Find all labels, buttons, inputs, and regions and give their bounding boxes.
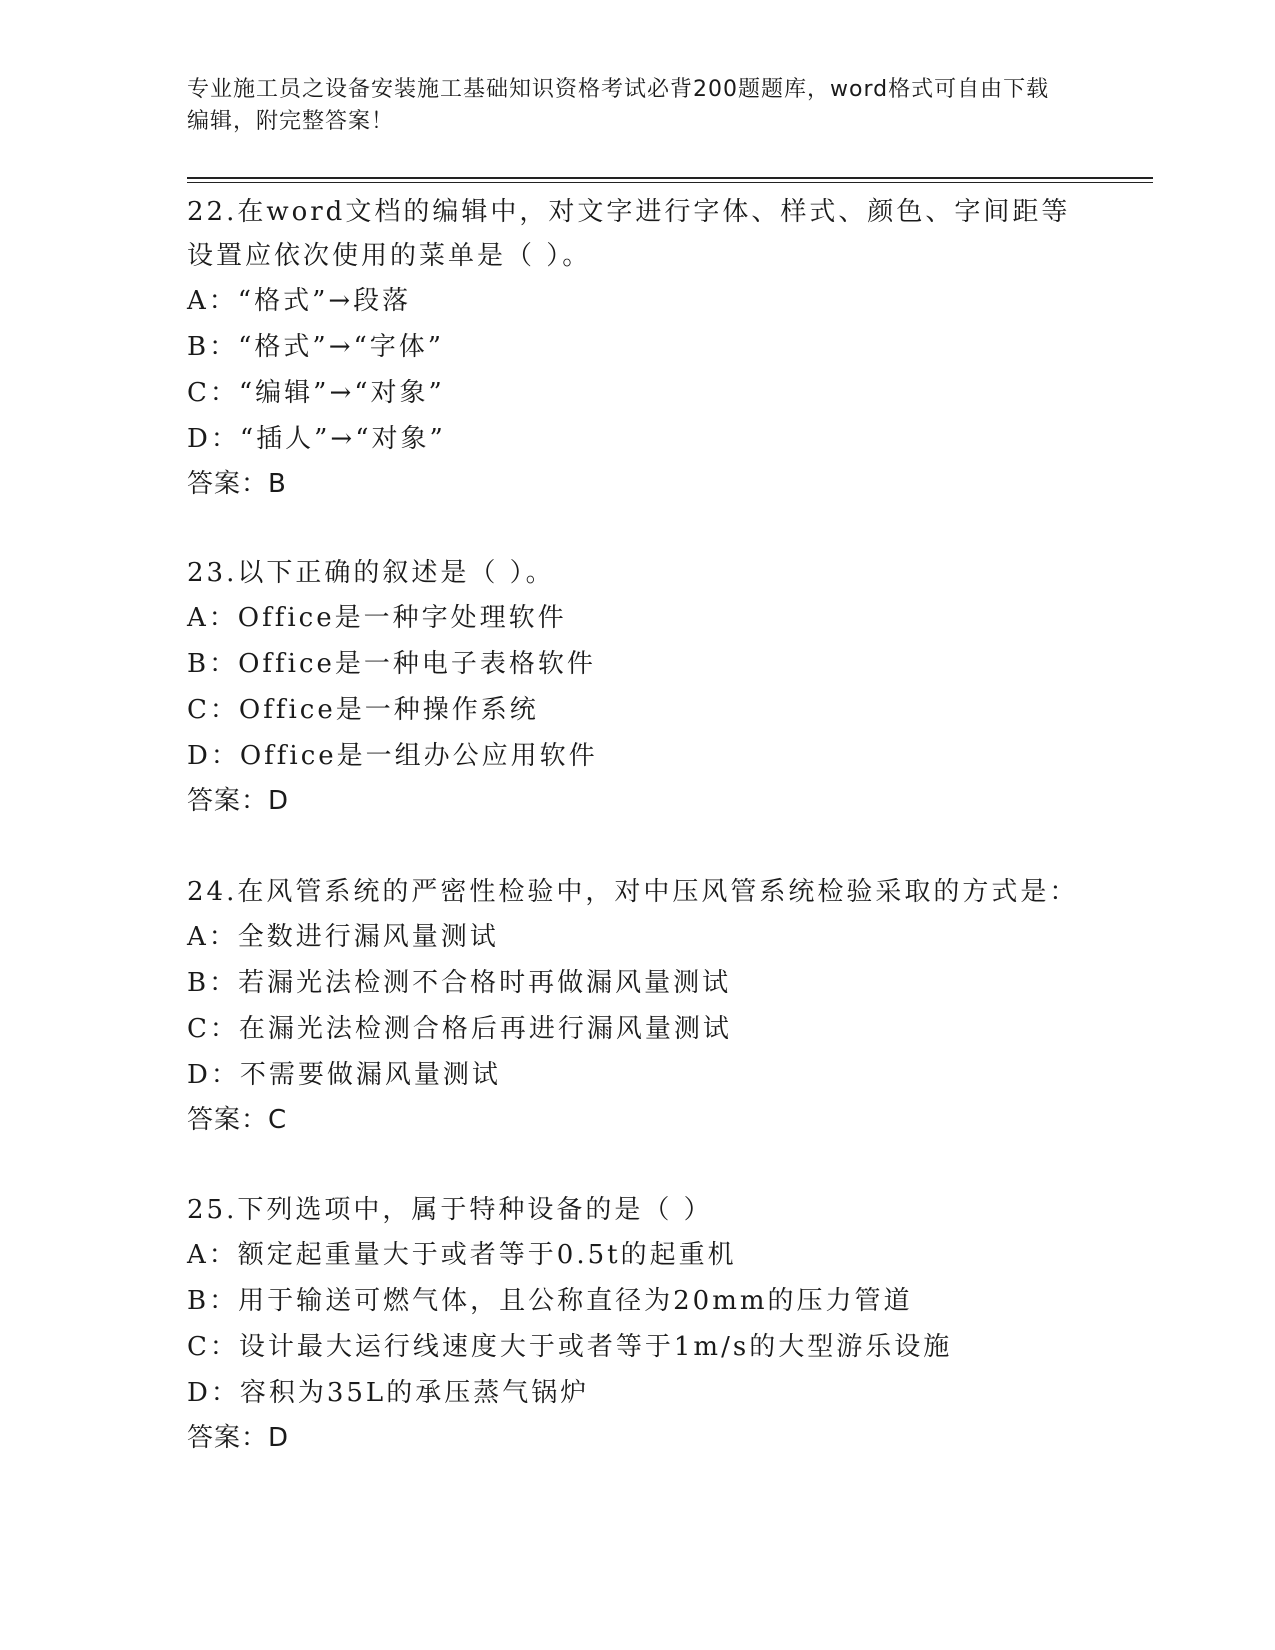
option-c: C：在漏光法检测合格后再进行漏风量测试: [187, 1014, 732, 1044]
answer: 答案：D: [187, 786, 290, 816]
question-23: [187, 551, 1087, 823]
question-stem: 22.在word文档的编辑中，对文字进行字体、样式、颜色、字间距等设置应依次使用的菜单是（ ）。: [187, 197, 1071, 271]
option-a: A：全数进行漏风量测试: [187, 922, 499, 952]
option-b: B：Office是一种电子表格软件: [187, 649, 596, 679]
document-header: 专业施工员之设备安装施工基础知识资格考试必背200题题库，word格式可自由下载编辑，附完整答案！: [187, 77, 1050, 134]
header-divider-thick: [187, 177, 1153, 179]
answer: 答案：D: [187, 1423, 290, 1453]
option-a: A：Office是一种字处理软件: [187, 603, 567, 633]
question-22: [187, 190, 1087, 506]
option-a: A：“格式”→段落: [187, 286, 412, 316]
option-b: B：用于输送可燃气体，且公称直径为20mm的压力管道: [187, 1286, 913, 1316]
question-stem: 23.以下正确的叙述是（ ）。: [187, 558, 555, 588]
question-stem: 25.下列选项中，属于特种设备的是（ ）: [187, 1195, 713, 1225]
option-d: D：Office是一组办公应用软件: [187, 741, 598, 771]
option-c: C：设计最大运行线速度大于或者等于1m/s的大型游乐设施: [187, 1332, 953, 1362]
option-d: D：不需要做漏风量测试: [187, 1060, 501, 1090]
option-b: B：“格式”→“字体”: [187, 332, 445, 362]
option-a: A：额定起重量大于或者等于0.5t的起重机: [187, 1240, 737, 1270]
option-c: C：Office是一种操作系统: [187, 695, 539, 725]
answer: 答案：C: [187, 1105, 288, 1135]
question-25: [187, 1188, 1087, 1460]
option-d: D：容积为35L的承压蒸气锅炉: [187, 1378, 590, 1408]
question-24: [187, 870, 1087, 1142]
option-d: D：“插人”→“对象”: [187, 424, 446, 454]
header-divider-thin: [187, 182, 1153, 183]
option-b: B：若漏光法检测不合格时再做漏风量测试: [187, 968, 732, 998]
answer: 答案：B: [187, 469, 287, 499]
option-c: C：“编辑”→“对象”: [187, 378, 445, 408]
question-stem: 24.在风管系统的严密性检验中，对中压风管系统检验采取的方式是：: [187, 877, 1079, 907]
